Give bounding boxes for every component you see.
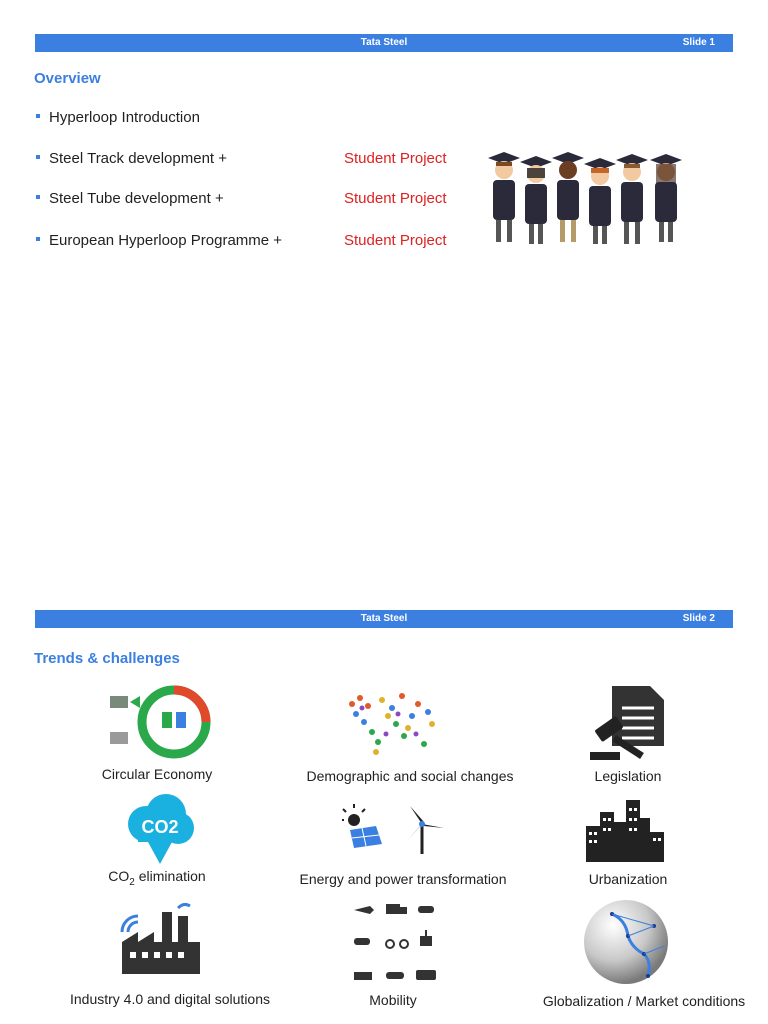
trend-caption: Circular Economy (101, 766, 213, 782)
slide-title: Trends & challenges (34, 650, 180, 667)
bullet-label: European Hyperloop Programme + (49, 232, 283, 249)
graduate-icon (584, 158, 616, 244)
trend-tile-co2 (72, 788, 242, 888)
bullet-label: Steel Tube development + (49, 190, 224, 207)
co2-label: CO2 (141, 817, 179, 837)
bullet-icon (36, 114, 40, 118)
graduate-icon (552, 152, 584, 242)
bullet-item (36, 190, 224, 207)
slide-number: Slide 1 (682, 37, 715, 48)
trend-tile-circular-economy (72, 682, 242, 786)
trend-caption: Urbanization (588, 871, 668, 887)
student-project-tag: Student Project (344, 150, 447, 167)
company-name: Tata Steel (360, 613, 408, 624)
student-project-tag: Student Project (344, 190, 447, 207)
trend-tile-mobility (330, 900, 456, 1012)
bullet-icon (36, 237, 40, 241)
circular-economy-icon (106, 682, 216, 760)
graduate-icon (650, 154, 682, 242)
trend-tile-demographic (292, 682, 528, 786)
bullet-item (36, 150, 227, 167)
factory-wifi-icon (118, 902, 204, 976)
trend-caption: $CO_2$ elimination (108, 868, 206, 888)
graduate-icon (616, 154, 648, 244)
bullet-icon (36, 195, 40, 199)
solar-wind-icon (342, 804, 448, 856)
student-project-tag: Student Project (344, 232, 447, 249)
trend-tile-urbanization (548, 796, 708, 890)
graduate-icon (488, 152, 520, 242)
bullet-label: Steel Track development + (49, 150, 228, 167)
trend-caption: Globalization / Market conditions (542, 993, 746, 1009)
bullet-icon (36, 155, 40, 159)
vehicles-grid-icon (352, 900, 438, 988)
trend-tile-globalization (532, 896, 756, 1012)
company-name: Tata Steel (360, 37, 408, 48)
gavel-document-icon (588, 684, 668, 764)
trend-tile-legislation (548, 682, 708, 786)
city-skyline-icon (586, 798, 664, 862)
trend-caption: Industry 4.0 and digital solutions (69, 991, 270, 1007)
slide-title: Overview (34, 70, 101, 87)
graduates-illustration (486, 148, 686, 246)
world-people-map-icon (342, 684, 442, 760)
co2-cloud-icon (122, 790, 198, 868)
trend-tile-energy (292, 800, 514, 890)
trend-caption: Legislation (594, 768, 662, 784)
trend-caption: Mobility (369, 992, 417, 1008)
graduate-icon (520, 156, 552, 244)
trend-tile-industry (56, 902, 284, 1012)
trend-caption: Energy and power transformation (299, 871, 507, 887)
bullet-item (36, 232, 282, 249)
globe-network-icon (582, 896, 672, 988)
bullet-label: Hyperloop Introduction (49, 109, 200, 126)
bullet-item (36, 109, 200, 126)
trend-caption: Demographic and social changes (306, 768, 514, 784)
slide-header-banner (35, 34, 733, 52)
slide-number: Slide 2 (682, 613, 715, 624)
slide-header-banner (35, 610, 733, 628)
